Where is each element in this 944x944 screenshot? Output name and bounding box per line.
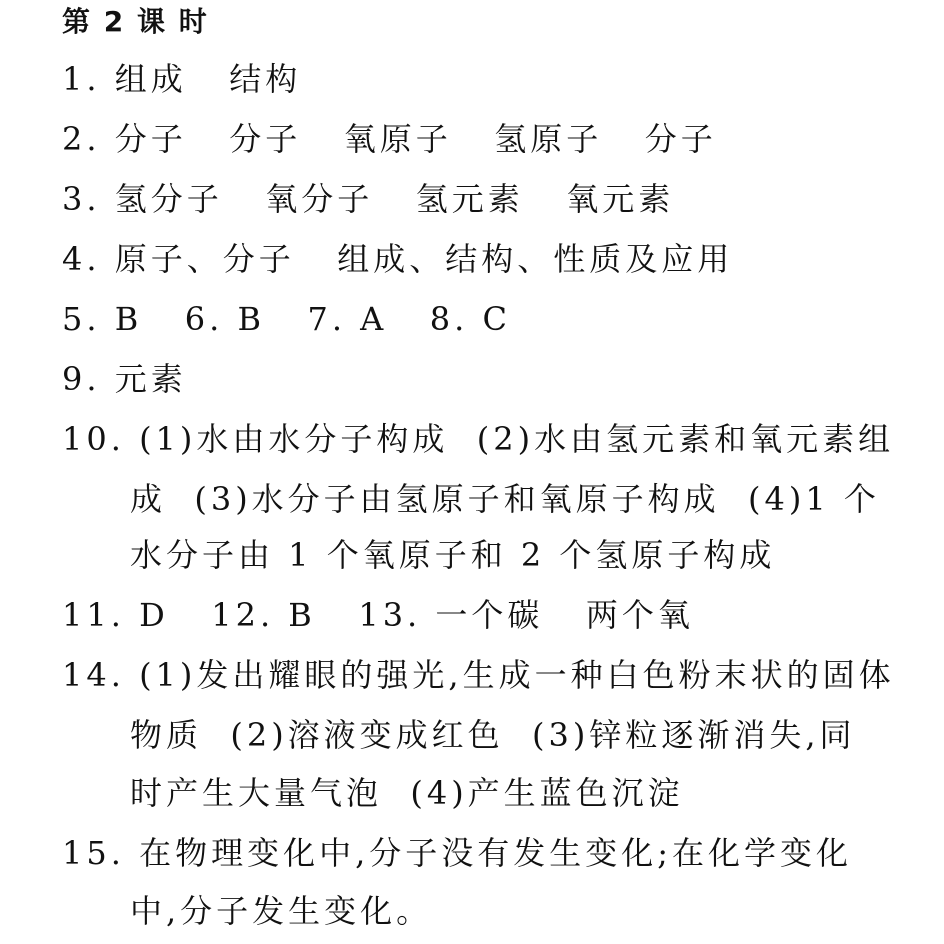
answer-line-11: 14. (1)发出耀眼的强光,生成一种白色粉末状的固体 [62, 656, 895, 694]
answer-line-12: 物质 (2)溶液变成红色 (3)锌粒逐渐消失,同 [130, 716, 856, 754]
answer-line-2: 2. 分子 分子 氧原子 氢原子 分子 [62, 120, 717, 158]
answer-line-4: 4. 原子、分子 组成、结构、性质及应用 [62, 240, 734, 278]
answer-line-10: 11. D 12. B 13. 一个碳 两个氧 [62, 596, 694, 634]
answer-line-3: 3. 氢分子 氧分子 氢元素 氧元素 [62, 180, 675, 218]
answer-line-13: 时产生大量气泡 (4)产生蓝色沉淀 [130, 774, 684, 812]
answer-line-14: 15. 在物理变化中,分子没有发生变化;在化学变化 [62, 834, 853, 872]
answer-line-7: 10. (1)水由水分子构成 (2)水由氢元素和氧元素组 [62, 420, 895, 458]
answer-line-6: 9. 元素 [62, 360, 187, 398]
answer-line-1: 1. 组成 结构 [62, 60, 302, 98]
answer-line-9: 水分子由 1 个氧原子和 2 个氢原子构成 [130, 536, 776, 574]
answer-line-5: 5. B 6. B 7. A 8. C [62, 300, 511, 338]
lesson-title: 第 2 课 时 [62, 5, 209, 38]
answer-line-15: 中,分子发生变化。 [130, 892, 433, 930]
answer-line-8: 成 (3)水分子由氢原子和氧原子构成 (4)1 个 [130, 480, 880, 518]
